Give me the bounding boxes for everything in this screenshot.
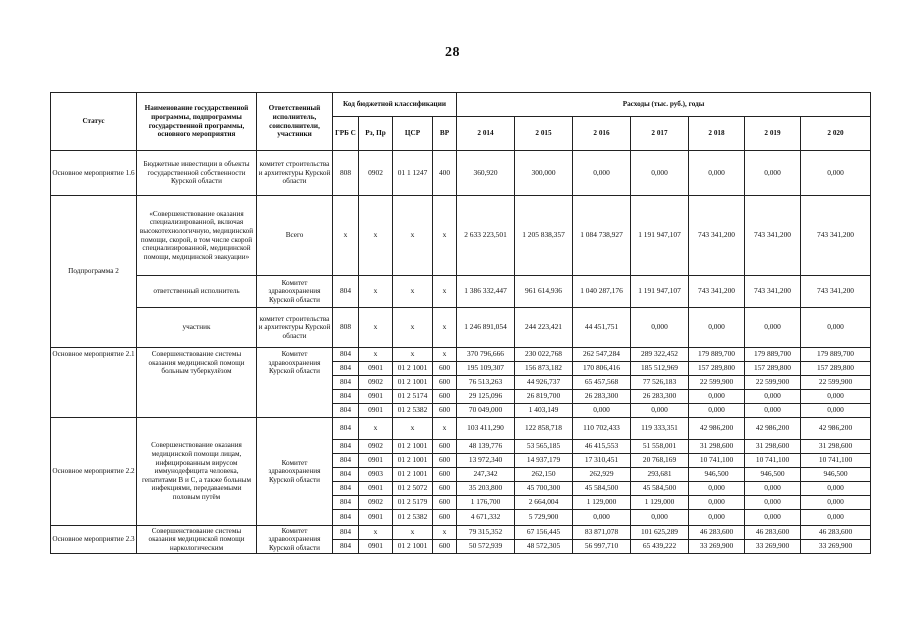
value-cell: 4 671,332 [457,510,515,526]
value-cell: 67 156,445 [515,526,573,540]
rzpr-cell: 0902 [359,496,393,510]
table-row [51,418,871,440]
name-cell: «Совершенствование оказания специализированной, включая высокотехнологичную, медицинской помощи, скорой, в том числе скорой специализированной, медицинской помощи, медицинской эвакуации» [137,196,257,276]
value-cell: 230 022,768 [515,348,573,362]
value-cell: 170 806,416 [573,362,631,376]
header-year: 2 018 [689,117,745,151]
value-cell: 14 937,179 [515,454,573,468]
rzpr-cell: 0903 [359,468,393,482]
rzpr-cell: х [359,276,393,308]
value-cell: 0,000 [745,482,801,496]
table-row [51,348,871,362]
value-cell: 79 315,352 [457,526,515,540]
value-cell: 289 322,452 [631,348,689,362]
value-cell: 0,000 [573,404,631,418]
value-cell: 247,342 [457,468,515,482]
vr-cell: 600 [433,440,457,454]
name-cell: Совершенствование оказания медицинской помощи лицам, инфицированным вирусом иммунодефицита человека, гепатитами В и С, а также больным инфекциями, передаваемыми половым путём [137,418,257,526]
value-cell: 77 526,183 [631,376,689,390]
value-cell: 46 283,600 [689,526,745,540]
value-cell: 0,000 [689,308,745,348]
rzpr-cell: 0902 [359,151,393,196]
value-cell: 51 558,001 [631,440,689,454]
value-cell: 50 572,939 [457,540,515,554]
value-cell: 743 341,200 [689,276,745,308]
header-rzpr: Рз, Пр [359,117,393,151]
csr-cell: 01 2 5072 [393,482,433,496]
csr-cell: х [393,196,433,276]
status-cell: Подпрограмма 2 [51,196,137,348]
value-cell: 0,000 [631,404,689,418]
value-cell: 0,000 [745,404,801,418]
value-cell: 300,000 [515,151,573,196]
value-cell: 65 457,568 [573,376,631,390]
value-cell: 45 584,500 [573,482,631,496]
grbs-cell: 804 [333,440,359,454]
csr-cell: 01 2 1001 [393,362,433,376]
header-budget-code: Код бюджетной классификации [333,93,457,117]
value-cell: 946,500 [801,468,871,482]
header-responsible: Ответственный исполнитель, соисполнители, участники [257,93,333,151]
value-cell: 0,000 [801,510,871,526]
table-row [51,196,871,276]
responsible-cell: Комитет здравоохранения Курской области [257,348,333,418]
value-cell: 42 986,200 [745,418,801,440]
value-cell: 0,000 [689,510,745,526]
value-cell: 1 191 947,107 [631,196,689,276]
value-cell: 0,000 [689,151,745,196]
value-cell: 122 858,718 [515,418,573,440]
value-cell: 2 633 223,501 [457,196,515,276]
name-cell: ответственный исполнитель [137,276,257,308]
csr-cell: 01 2 1001 [393,440,433,454]
value-cell: 370 796,666 [457,348,515,362]
grbs-cell: 804 [333,276,359,308]
vr-cell: 600 [433,496,457,510]
csr-cell: 01 2 1001 [393,454,433,468]
header-year: 2 017 [631,117,689,151]
value-cell: 961 614,936 [515,276,573,308]
csr-cell: х [393,276,433,308]
value-cell: 101 625,289 [631,526,689,540]
value-cell: 1 386 332,447 [457,276,515,308]
grbs-cell: 804 [333,482,359,496]
value-cell: 1 084 738,927 [573,196,631,276]
vr-cell: 600 [433,482,457,496]
header-year: 2 019 [745,117,801,151]
value-cell: 42 986,200 [689,418,745,440]
value-cell: 946,500 [745,468,801,482]
value-cell: 46 283,600 [745,526,801,540]
vr-cell: х [433,276,457,308]
value-cell: 1 205 838,357 [515,196,573,276]
rzpr-cell: 0901 [359,454,393,468]
value-cell: 0,000 [631,510,689,526]
value-cell: 70 049,000 [457,404,515,418]
csr-cell: х [393,418,433,440]
rzpr-cell: х [359,348,393,362]
value-cell: 22 599,900 [745,376,801,390]
value-cell: 185 512,969 [631,362,689,376]
value-cell: 46 283,600 [801,526,871,540]
value-cell: 35 203,800 [457,482,515,496]
value-cell: 0,000 [689,482,745,496]
name-cell: Совершенствование системы оказания медицинской помощи больным туберкулёзом [137,348,257,418]
csr-cell: 01 2 5174 [393,390,433,404]
responsible-cell: комитет строительства и архитектуры Курской области [257,151,333,196]
grbs-cell: 804 [333,348,359,362]
value-cell: 26 819,700 [515,390,573,404]
rzpr-cell: 0901 [359,510,393,526]
table-row [51,526,871,540]
value-cell: 743 341,200 [745,276,801,308]
responsible-cell: Всего [257,196,333,276]
value-cell: 743 341,200 [801,276,871,308]
value-cell: 48 139,776 [457,440,515,454]
header-year: 2 014 [457,117,515,151]
responsible-cell: Комитет здравоохранения Курской области [257,526,333,554]
value-cell: 45 700,300 [515,482,573,496]
value-cell: 157 289,800 [689,362,745,376]
value-cell: 0,000 [689,390,745,404]
name-cell: Бюджетные инвестиции в объекты государственной собственности Курской области [137,151,257,196]
value-cell: 179 889,700 [689,348,745,362]
value-cell: 0,000 [745,510,801,526]
grbs-cell: 804 [333,376,359,390]
table-row [51,308,871,348]
vr-cell: х [433,348,457,362]
value-cell: 10 741,100 [745,454,801,468]
rzpr-cell: 0902 [359,440,393,454]
value-cell: 46 415,553 [573,440,631,454]
csr-cell: 01 1 1247 [393,151,433,196]
grbs-cell: 804 [333,526,359,540]
grbs-cell: 808 [333,151,359,196]
header-year: 2 015 [515,117,573,151]
value-cell: 1 403,149 [515,404,573,418]
value-cell: 31 298,600 [801,440,871,454]
header-vr: ВР [433,117,457,151]
value-cell: 44 926,737 [515,376,573,390]
value-cell: 31 298,600 [689,440,745,454]
value-cell: 5 729,900 [515,510,573,526]
header-status: Статус [51,93,137,151]
grbs-cell: 804 [333,418,359,440]
value-cell: 0,000 [631,308,689,348]
vr-cell: 600 [433,404,457,418]
header-year: 2 016 [573,117,631,151]
rzpr-cell: 0901 [359,404,393,418]
value-cell: 0,000 [801,496,871,510]
value-cell: 65 439,222 [631,540,689,554]
value-cell: 110 702,433 [573,418,631,440]
vr-cell: 600 [433,362,457,376]
value-cell: 33 269,900 [745,540,801,554]
value-cell: 743 341,200 [801,196,871,276]
value-cell: 0,000 [689,496,745,510]
value-cell: 29 125,096 [457,390,515,404]
responsible-cell: Комитет здравоохранения Курской области [257,418,333,526]
rzpr-cell: х [359,418,393,440]
value-cell: 2 664,004 [515,496,573,510]
vr-cell: 600 [433,376,457,390]
value-cell: 0,000 [801,151,871,196]
rzpr-cell: х [359,526,393,540]
csr-cell: 01 2 5382 [393,404,433,418]
vr-cell: х [433,418,457,440]
value-cell: 56 997,710 [573,540,631,554]
value-cell: 0,000 [745,308,801,348]
value-cell: 0,000 [801,404,871,418]
grbs-cell: 804 [333,454,359,468]
value-cell: 0,000 [573,151,631,196]
grbs-cell: 804 [333,540,359,554]
value-cell: 262 547,284 [573,348,631,362]
value-cell: 22 599,900 [689,376,745,390]
csr-cell: 01 2 1001 [393,540,433,554]
grbs-cell: 804 [333,404,359,418]
value-cell: 1 129,000 [631,496,689,510]
value-cell: 0,000 [689,404,745,418]
value-cell: 1 246 891,054 [457,308,515,348]
header-name: Наименование государственной программы, подпрограммы государственной программы, основного мероприятия [137,93,257,151]
value-cell: 262,929 [573,468,631,482]
csr-cell: 01 2 1001 [393,468,433,482]
value-cell: 293,681 [631,468,689,482]
vr-cell: х [433,308,457,348]
value-cell: 157 289,800 [801,362,871,376]
value-cell: 10 741,100 [689,454,745,468]
rzpr-cell: 0901 [359,540,393,554]
responsible-cell: Комитет здравоохранения Курской области [257,276,333,308]
rzpr-cell: 0902 [359,376,393,390]
value-cell: 26 283,300 [631,390,689,404]
value-cell: 0,000 [745,151,801,196]
value-cell: 0,000 [573,510,631,526]
table-row [51,276,871,308]
value-cell: 179 889,700 [745,348,801,362]
grbs-cell: 808 [333,308,359,348]
value-cell: 119 333,351 [631,418,689,440]
responsible-cell: комитет строительства и архитектуры Курской области [257,308,333,348]
value-cell: 31 298,600 [745,440,801,454]
vr-cell: 600 [433,454,457,468]
value-cell: 45 584,500 [631,482,689,496]
value-cell: 22 599,900 [801,376,871,390]
vr-cell: 400 [433,151,457,196]
vr-cell: х [433,526,457,540]
value-cell: 1 191 947,107 [631,276,689,308]
budget-table [50,92,871,554]
grbs-cell: 804 [333,496,359,510]
name-cell: участник [137,308,257,348]
value-cell: 0,000 [801,482,871,496]
csr-cell: 01 2 5179 [393,496,433,510]
name-cell: Совершенствование системы оказания медицинской помощи наркологическим [137,526,257,554]
value-cell: 262,150 [515,468,573,482]
value-cell: 0,000 [745,496,801,510]
header-year: 2 020 [801,117,871,151]
value-cell: 946,500 [689,468,745,482]
value-cell: 244 223,421 [515,308,573,348]
header-csr: ЦСР [393,117,433,151]
value-cell: 0,000 [745,390,801,404]
grbs-cell: 804 [333,362,359,376]
value-cell: 179 889,700 [801,348,871,362]
csr-cell: 01 2 1001 [393,376,433,390]
value-cell: 10 741,100 [801,454,871,468]
value-cell: 33 269,900 [689,540,745,554]
value-cell: 0,000 [801,308,871,348]
value-cell: 1 176,700 [457,496,515,510]
value-cell: 83 871,078 [573,526,631,540]
value-cell: 53 565,185 [515,440,573,454]
status-cell: Основное мероприятие 2.3 [51,526,137,554]
value-cell: 743 341,200 [745,196,801,276]
csr-cell: х [393,308,433,348]
value-cell: 42 986,200 [801,418,871,440]
value-cell: 0,000 [801,390,871,404]
grbs-cell: 804 [333,390,359,404]
value-cell: 17 310,451 [573,454,631,468]
vr-cell: 600 [433,468,457,482]
value-cell: 33 269,900 [801,540,871,554]
value-cell: 0,000 [631,151,689,196]
value-cell: 743 341,200 [689,196,745,276]
value-cell: 1 040 287,176 [573,276,631,308]
rzpr-cell: 0901 [359,362,393,376]
csr-cell: 01 2 5382 [393,510,433,526]
grbs-cell: х [333,196,359,276]
table-row [51,151,871,196]
vr-cell: 600 [433,390,457,404]
status-cell: Основное мероприятие 1.6 [51,151,137,196]
value-cell: 48 572,305 [515,540,573,554]
value-cell: 76 513,263 [457,376,515,390]
value-cell: 13 972,340 [457,454,515,468]
rzpr-cell: х [359,196,393,276]
grbs-cell: 804 [333,468,359,482]
status-cell: Основное мероприятие 2.1 [51,348,137,418]
status-cell: Основное мероприятие 2.2 [51,418,137,526]
grbs-cell: 804 [333,510,359,526]
value-cell: 157 289,800 [745,362,801,376]
value-cell: 20 768,169 [631,454,689,468]
value-cell: 26 283,300 [573,390,631,404]
value-cell: 103 411,290 [457,418,515,440]
csr-cell: х [393,348,433,362]
value-cell: 156 873,182 [515,362,573,376]
vr-cell: х [433,196,457,276]
page-number: 28 [445,45,460,60]
csr-cell: х [393,526,433,540]
vr-cell: 600 [433,540,457,554]
header-expenses: Расходы (тыс. руб.), годы [457,93,871,117]
rzpr-cell: х [359,308,393,348]
value-cell: 1 129,000 [573,496,631,510]
value-cell: 44 451,751 [573,308,631,348]
value-cell: 195 109,307 [457,362,515,376]
rzpr-cell: 0901 [359,390,393,404]
rzpr-cell: 0901 [359,482,393,496]
header-grbs: ГРБ С [333,117,359,151]
vr-cell: 600 [433,510,457,526]
value-cell: 360,920 [457,151,515,196]
